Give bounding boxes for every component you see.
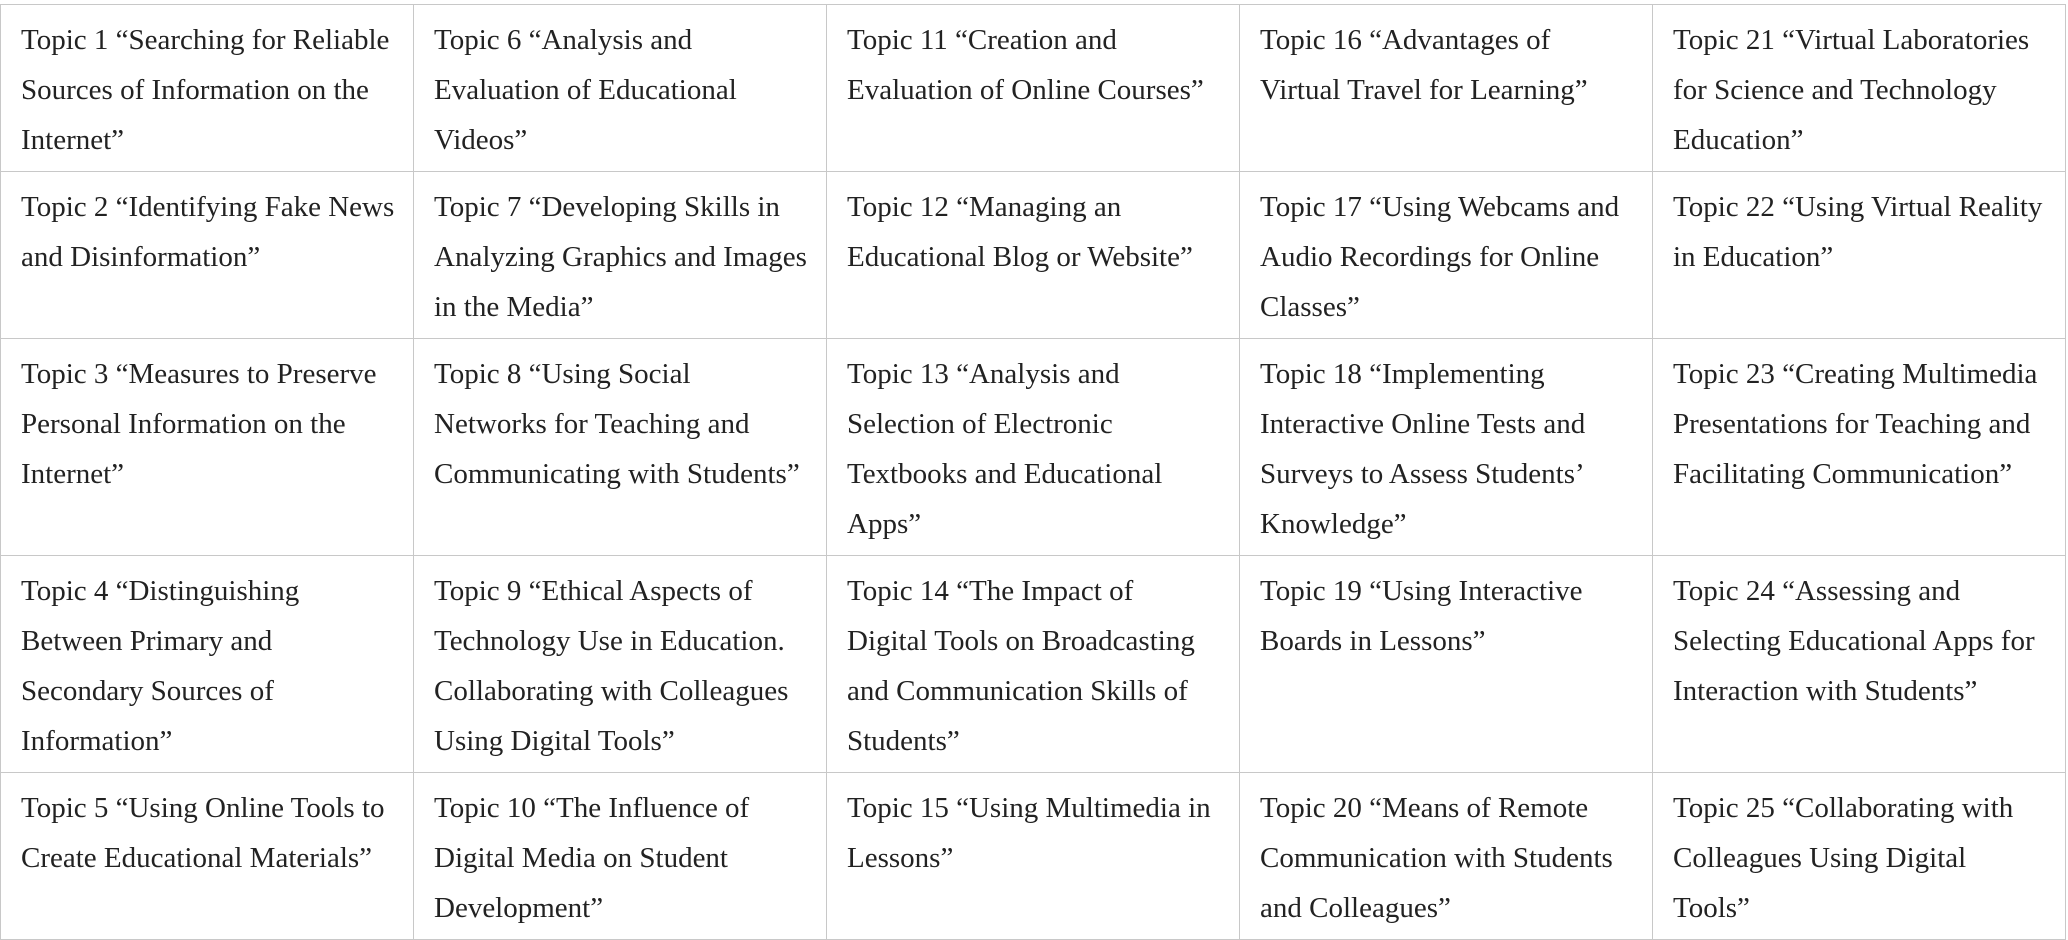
table-cell: Topic 15 “Using Multimedia in Lessons” bbox=[827, 773, 1240, 940]
table-cell: Topic 18 “Implementing Interactive Online Tests and Surveys to Assess Students’ Knowledge” bbox=[1240, 339, 1653, 556]
table-cell: Topic 14 “The Impact of Digital Tools on Broadcasting and Communication Skills of Students” bbox=[827, 556, 1240, 773]
table-cell: Topic 5 “Using Online Tools to Create Educational Materials” bbox=[1, 773, 414, 940]
table-row bbox=[1, 556, 2066, 773]
table-cell: Topic 17 “Using Webcams and Audio Recordings for Online Classes” bbox=[1240, 172, 1653, 339]
table-cell: Topic 12 “Managing an Educational Blog or Website” bbox=[827, 172, 1240, 339]
table-cell: Topic 19 “Using Interactive Boards in Lessons” bbox=[1240, 556, 1653, 773]
table-cell: Topic 4 “Distinguishing Between Primary and Secondary Sources of Information” bbox=[1, 556, 414, 773]
topics-table bbox=[0, 4, 2066, 940]
table-cell: Topic 7 “Developing Skills in Analyzing Graphics and Images in the Media” bbox=[414, 172, 827, 339]
table-cell: Topic 25 “Collaborating with Colleagues Using Digital Tools” bbox=[1653, 773, 2066, 940]
table-cell: Topic 22 “Using Virtual Reality in Education” bbox=[1653, 172, 2066, 339]
table-cell: Topic 3 “Measures to Preserve Personal Information on the Internet” bbox=[1, 339, 414, 556]
table-row bbox=[1, 5, 2066, 172]
table-cell: Topic 9 “Ethical Aspects of Technology Use in Education. Collaborating with Colleagues Using Digital Tools” bbox=[414, 556, 827, 773]
table-cell: Topic 16 “Advantages of Virtual Travel for Learning” bbox=[1240, 5, 1653, 172]
table-cell: Topic 20 “Means of Remote Communication with Students and Colleagues” bbox=[1240, 773, 1653, 940]
table-cell: Topic 11 “Creation and Evaluation of Online Courses” bbox=[827, 5, 1240, 172]
table-cell: Topic 6 “Analysis and Evaluation of Educational Videos” bbox=[414, 5, 827, 172]
table-cell: Topic 23 “Creating Multimedia Presentations for Teaching and Facilitating Communication” bbox=[1653, 339, 2066, 556]
table-cell: Topic 8 “Using Social Networks for Teaching and Communicating with Students” bbox=[414, 339, 827, 556]
table-cell: Topic 2 “Identifying Fake News and Disinformation” bbox=[1, 172, 414, 339]
table-cell: Topic 10 “The Influence of Digital Media on Student Development” bbox=[414, 773, 827, 940]
table-cell: Topic 1 “Searching for Reliable Sources of Information on the Internet” bbox=[1, 5, 414, 172]
table-cell: Topic 24 “Assessing and Selecting Educational Apps for Interaction with Students” bbox=[1653, 556, 2066, 773]
table-cell: Topic 13 “Analysis and Selection of Electronic Textbooks and Educational Apps” bbox=[827, 339, 1240, 556]
table-row bbox=[1, 773, 2066, 940]
table-row bbox=[1, 172, 2066, 339]
table-row bbox=[1, 339, 2066, 556]
table-cell: Topic 21 “Virtual Laboratories for Science and Technology Education” bbox=[1653, 5, 2066, 172]
